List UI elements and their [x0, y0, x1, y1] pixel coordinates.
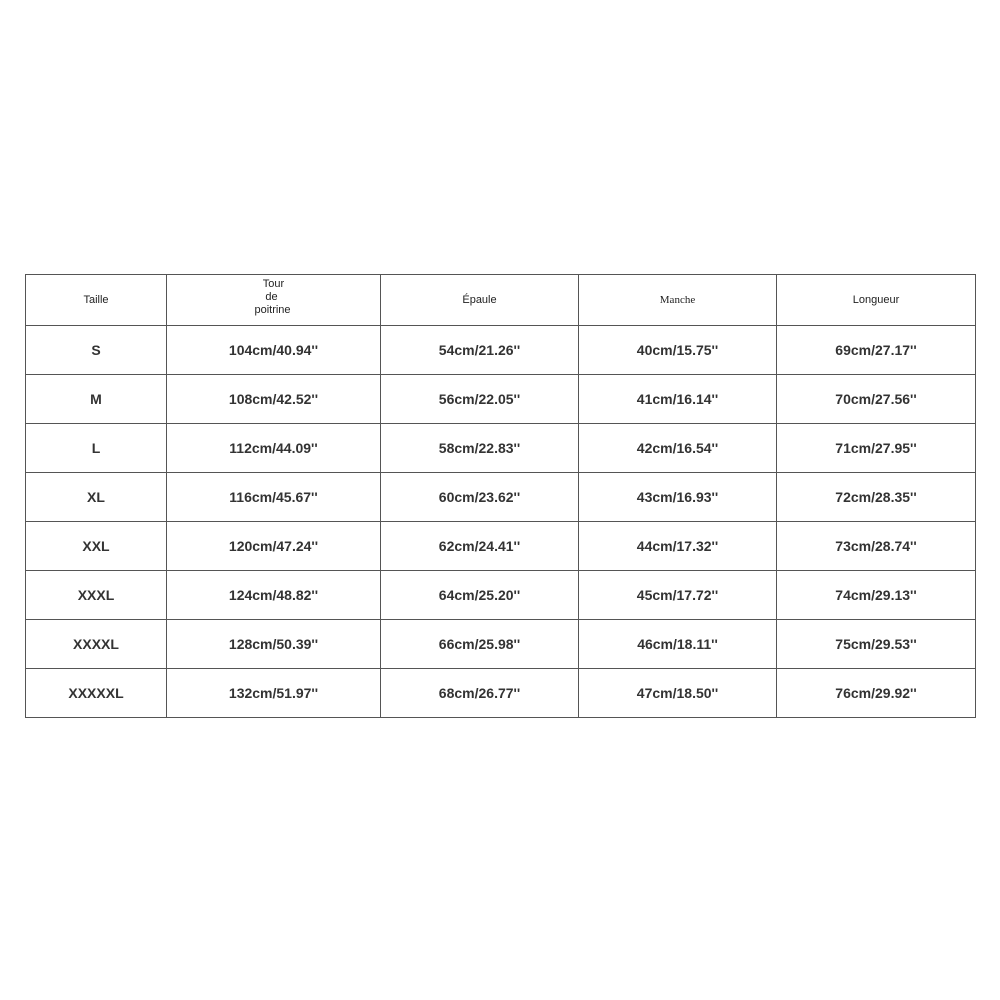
sleeve-cell: 42cm/16.54''	[579, 424, 777, 473]
sleeve-cell: 47cm/18.50''	[579, 669, 777, 718]
length-cell: 76cm/29.92''	[777, 669, 976, 718]
length-cell: 72cm/28.35''	[777, 473, 976, 522]
shoulder-cell: 54cm/21.26''	[381, 326, 579, 375]
sleeve-cell: 40cm/15.75''	[579, 326, 777, 375]
size-cell: S	[26, 326, 167, 375]
length-cell: 75cm/29.53''	[777, 620, 976, 669]
header-tour-stack	[167, 278, 380, 317]
shoulder-cell: 66cm/25.98''	[381, 620, 579, 669]
size-cell: XXXXL	[26, 620, 167, 669]
length-cell: 70cm/27.56''	[777, 375, 976, 424]
size-cell: XXL	[26, 522, 167, 571]
sleeve-cell: 45cm/17.72''	[579, 571, 777, 620]
sleeve-cell: 44cm/17.32''	[579, 522, 777, 571]
header-tour-line: de	[265, 290, 278, 303]
chest-cell: 128cm/50.39''	[167, 620, 381, 669]
header-epaule: Épaule	[381, 275, 579, 326]
size-cell: XL	[26, 473, 167, 522]
shoulder-cell: 58cm/22.83''	[381, 424, 579, 473]
size-cell: XXXXXL	[26, 669, 167, 718]
chest-cell: 112cm/44.09''	[167, 424, 381, 473]
length-cell: 74cm/29.13''	[777, 571, 976, 620]
table-row	[26, 375, 976, 424]
table-row	[26, 424, 976, 473]
header-tour-line: poitrine	[254, 303, 291, 316]
header-tour-de-poitrine	[167, 275, 381, 326]
size-chart-header	[26, 275, 976, 326]
header-row	[26, 275, 976, 326]
table-row	[26, 620, 976, 669]
size-cell: L	[26, 424, 167, 473]
chest-cell: 116cm/45.67''	[167, 473, 381, 522]
shoulder-cell: 56cm/22.05''	[381, 375, 579, 424]
length-cell: 71cm/27.95''	[777, 424, 976, 473]
header-manche: Manche	[579, 275, 777, 326]
shoulder-cell: 68cm/26.77''	[381, 669, 579, 718]
shoulder-cell: 62cm/24.41''	[381, 522, 579, 571]
sleeve-cell: 41cm/16.14''	[579, 375, 777, 424]
sleeve-cell: 46cm/18.11''	[579, 620, 777, 669]
header-tour-line: Tour	[262, 277, 285, 290]
table-row	[26, 326, 976, 375]
size-chart-table	[25, 274, 976, 718]
header-taille: Taille	[26, 275, 167, 326]
table-row	[26, 522, 976, 571]
chest-cell: 132cm/51.97''	[167, 669, 381, 718]
sleeve-cell: 43cm/16.93''	[579, 473, 777, 522]
shoulder-cell: 64cm/25.20''	[381, 571, 579, 620]
size-chart-body	[26, 326, 976, 718]
chest-cell: 124cm/48.82''	[167, 571, 381, 620]
chest-cell: 108cm/42.52''	[167, 375, 381, 424]
length-cell: 69cm/27.17''	[777, 326, 976, 375]
shoulder-cell: 60cm/23.62''	[381, 473, 579, 522]
table-row	[26, 571, 976, 620]
length-cell: 73cm/28.74''	[777, 522, 976, 571]
chest-cell: 120cm/47.24''	[167, 522, 381, 571]
chest-cell: 104cm/40.94''	[167, 326, 381, 375]
size-cell: M	[26, 375, 167, 424]
header-longueur: Longueur	[777, 275, 976, 326]
table-row	[26, 473, 976, 522]
table-row	[26, 669, 976, 718]
size-cell: XXXL	[26, 571, 167, 620]
